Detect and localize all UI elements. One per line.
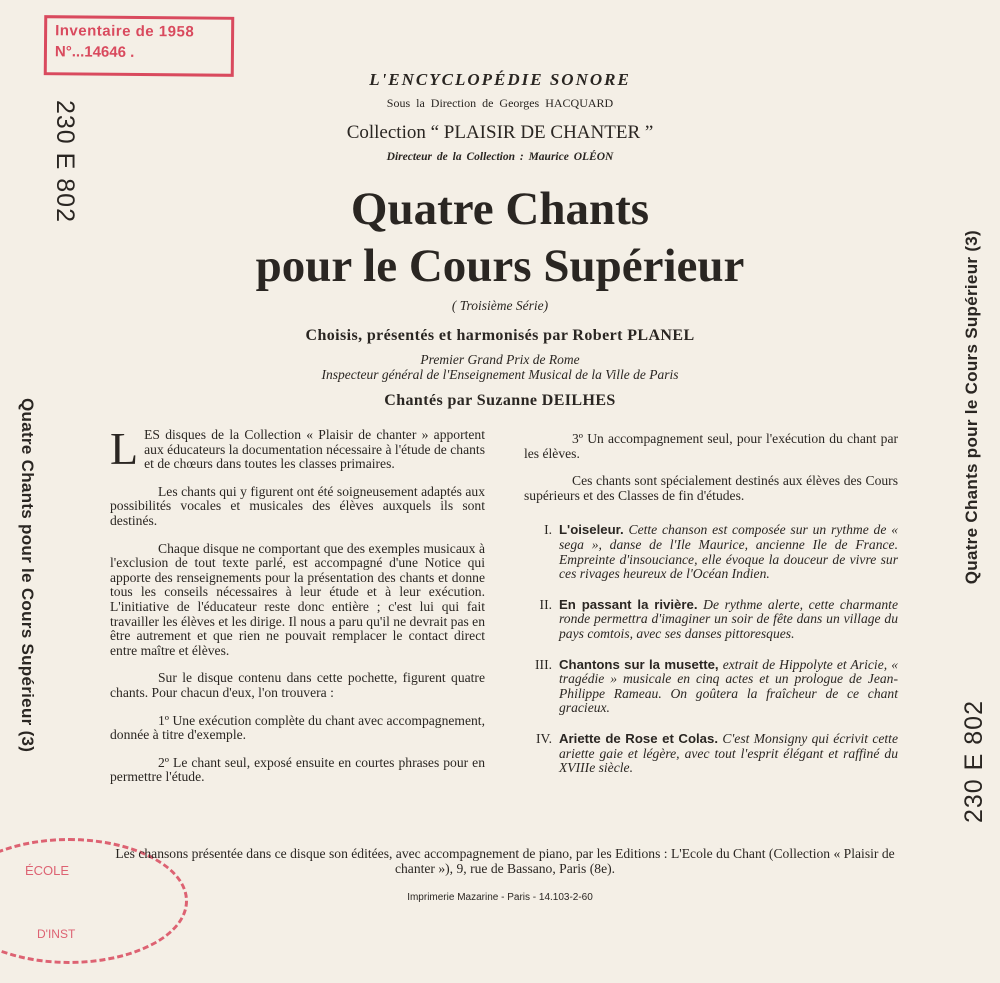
song-item: [524, 598, 898, 642]
inventory-stamp-line1: Inventaire de 1958: [55, 22, 195, 41]
paragraph: Les chants qui y figurent ont été soigneusement adaptés aux possibilités vocales et musicales des élèves auxquels ils sont destinés.: [110, 483, 485, 528]
song-item: [524, 523, 898, 581]
paragraph: Ces chants sont spécialement destinés aux élèves des Cours supérieurs et des Classes de fin d'études.: [524, 473, 898, 503]
arranger-award: Premier Grand Prix de Rome: [420, 352, 580, 367]
song-number: II.: [539, 596, 552, 612]
paragraph: 3º Un accompagnement seul, pour l'exécution du chant par les élèves.: [524, 431, 898, 461]
singer-credit: Chantés par Suzanne DEILHES: [384, 392, 616, 409]
paragraph: Sur le disque contenu dans cette pochette, figurent quatre chants. Pour chacun d'eux, l'on trouvera :: [110, 670, 485, 700]
song-title: Chantons sur la musette,: [559, 656, 719, 672]
series-director: Sous la Direction de Georges HACQUARD: [386, 96, 614, 110]
school-stamp-bottom: D'INST: [37, 927, 76, 941]
song-number: III.: [535, 656, 552, 672]
song-description: extrait de Hippolyte et Aricie, « tragédie » musicale en cinq actes et un prologue de Jean-Philippe Rameau. On goûtera la fraîcheur de ce chant gracieux.: [559, 656, 899, 716]
spine-left-title: Quatre Chants pour le Cours Supérieur (3): [18, 398, 37, 753]
song-item: [524, 732, 898, 776]
collection-director: Directeur de la Collection : Maurice OLÉON: [386, 151, 614, 163]
title-line2: pour le Cours Supérieur: [255, 240, 745, 292]
song-number: I.: [544, 522, 552, 538]
paragraph-intro: LES disques de la Collection « Plaisir de chanter » apportent aux éducateurs la documentation nécessaire à l'étude de chants et de chœurs dans toutes les classes primaires.: [110, 423, 485, 474]
drop-cap: L: [110, 423, 139, 474]
paragraph: 1º Une exécution complète du chant avec accompagnement, donnée à titre d'exemple.: [110, 712, 485, 743]
song-description: Cette chanson est composée sur un rythme de « sega », danse de l'Ile Maurice, ancienne Ile de France. Empreinte d'insouciance, elle évoque la douceur de vivre sur ces rivages heureux de l'Océan Indien.: [559, 522, 898, 582]
song-title: Ariette de Rose et Colas.: [559, 730, 719, 746]
printer-imprint: Imprimerie Mazarine - Paris - 14.103-2-60: [407, 892, 593, 903]
right-text-column: [524, 432, 898, 792]
song-item: [524, 658, 898, 716]
series-subtitle: ( Troisième Série): [451, 298, 549, 313]
school-stamp-top: ÉCOLE: [25, 863, 70, 878]
publisher-note: Les chansons présentée dans ce disque son éditées, avec accompagnement de piano, par les Editions : L'Ecole du Chant (Collection « Plaisir de chanter »), 9, rue de Bassano, Paris (8e).: [115, 846, 895, 876]
song-title: En passant la rivière.: [559, 596, 698, 612]
spine-left-catalog-code: 230 E 802: [51, 100, 79, 223]
arranger-position: Inspecteur général de l'Enseignement Musical de la Ville de Paris: [321, 367, 679, 382]
arranger-credit: Choisis, présentés et harmonisés par Robert PLANEL: [305, 327, 695, 344]
inventory-stamp-line2: N°...14646 .: [54, 43, 135, 61]
paragraph: Chaque disque ne comportant que des exemples musicaux à l'exclusion de tout texte parlé, est accompagné d'une Notice qui apporte des renseignements pour la présentation des chants et donne tous les conseils nécessaires à leur étude et à leur exécution. L'initiative de l'éducateur reste donc entière ; c'est lui qui fait travailler les élèves et les dirige. Il nous a paru qu'il ne devrait pas en être autrement et que rien ne pouvait remplacer le contact direct entre maître et élèves.: [110, 540, 486, 658]
spine-right-title: Quatre Chants pour le Cours Supérieur (3): [962, 230, 981, 585]
inventory-stamp: [44, 15, 235, 77]
spine-right-catalog-code: 230 E 802: [960, 700, 988, 823]
series-name: L'ENCYCLOPÉDIE SONORE: [369, 70, 631, 89]
song-number: IV.: [536, 730, 552, 746]
collection-name: Collection “ PLAISIR DE CHANTER ”: [346, 122, 654, 143]
title-line1: Quatre Chants: [350, 183, 650, 235]
left-text-column: [110, 423, 486, 798]
song-title: L'oiseleur.: [559, 522, 624, 538]
paragraph: 2º Le chant seul, exposé ensuite en courtes phrases pour en permettre l'étude.: [110, 754, 485, 785]
song-description: De rythme alerte, cette charmante ronde permettra d'imaginer un soir de fête dans un village du pays comtois, avec ses danses pittoresques.: [559, 596, 898, 641]
song-description: C'est Monsigny qui écrivit cette ariette gaie et légère, avec tout l'esprit élégant et raffiné du XVIIIe siècle.: [559, 730, 898, 776]
